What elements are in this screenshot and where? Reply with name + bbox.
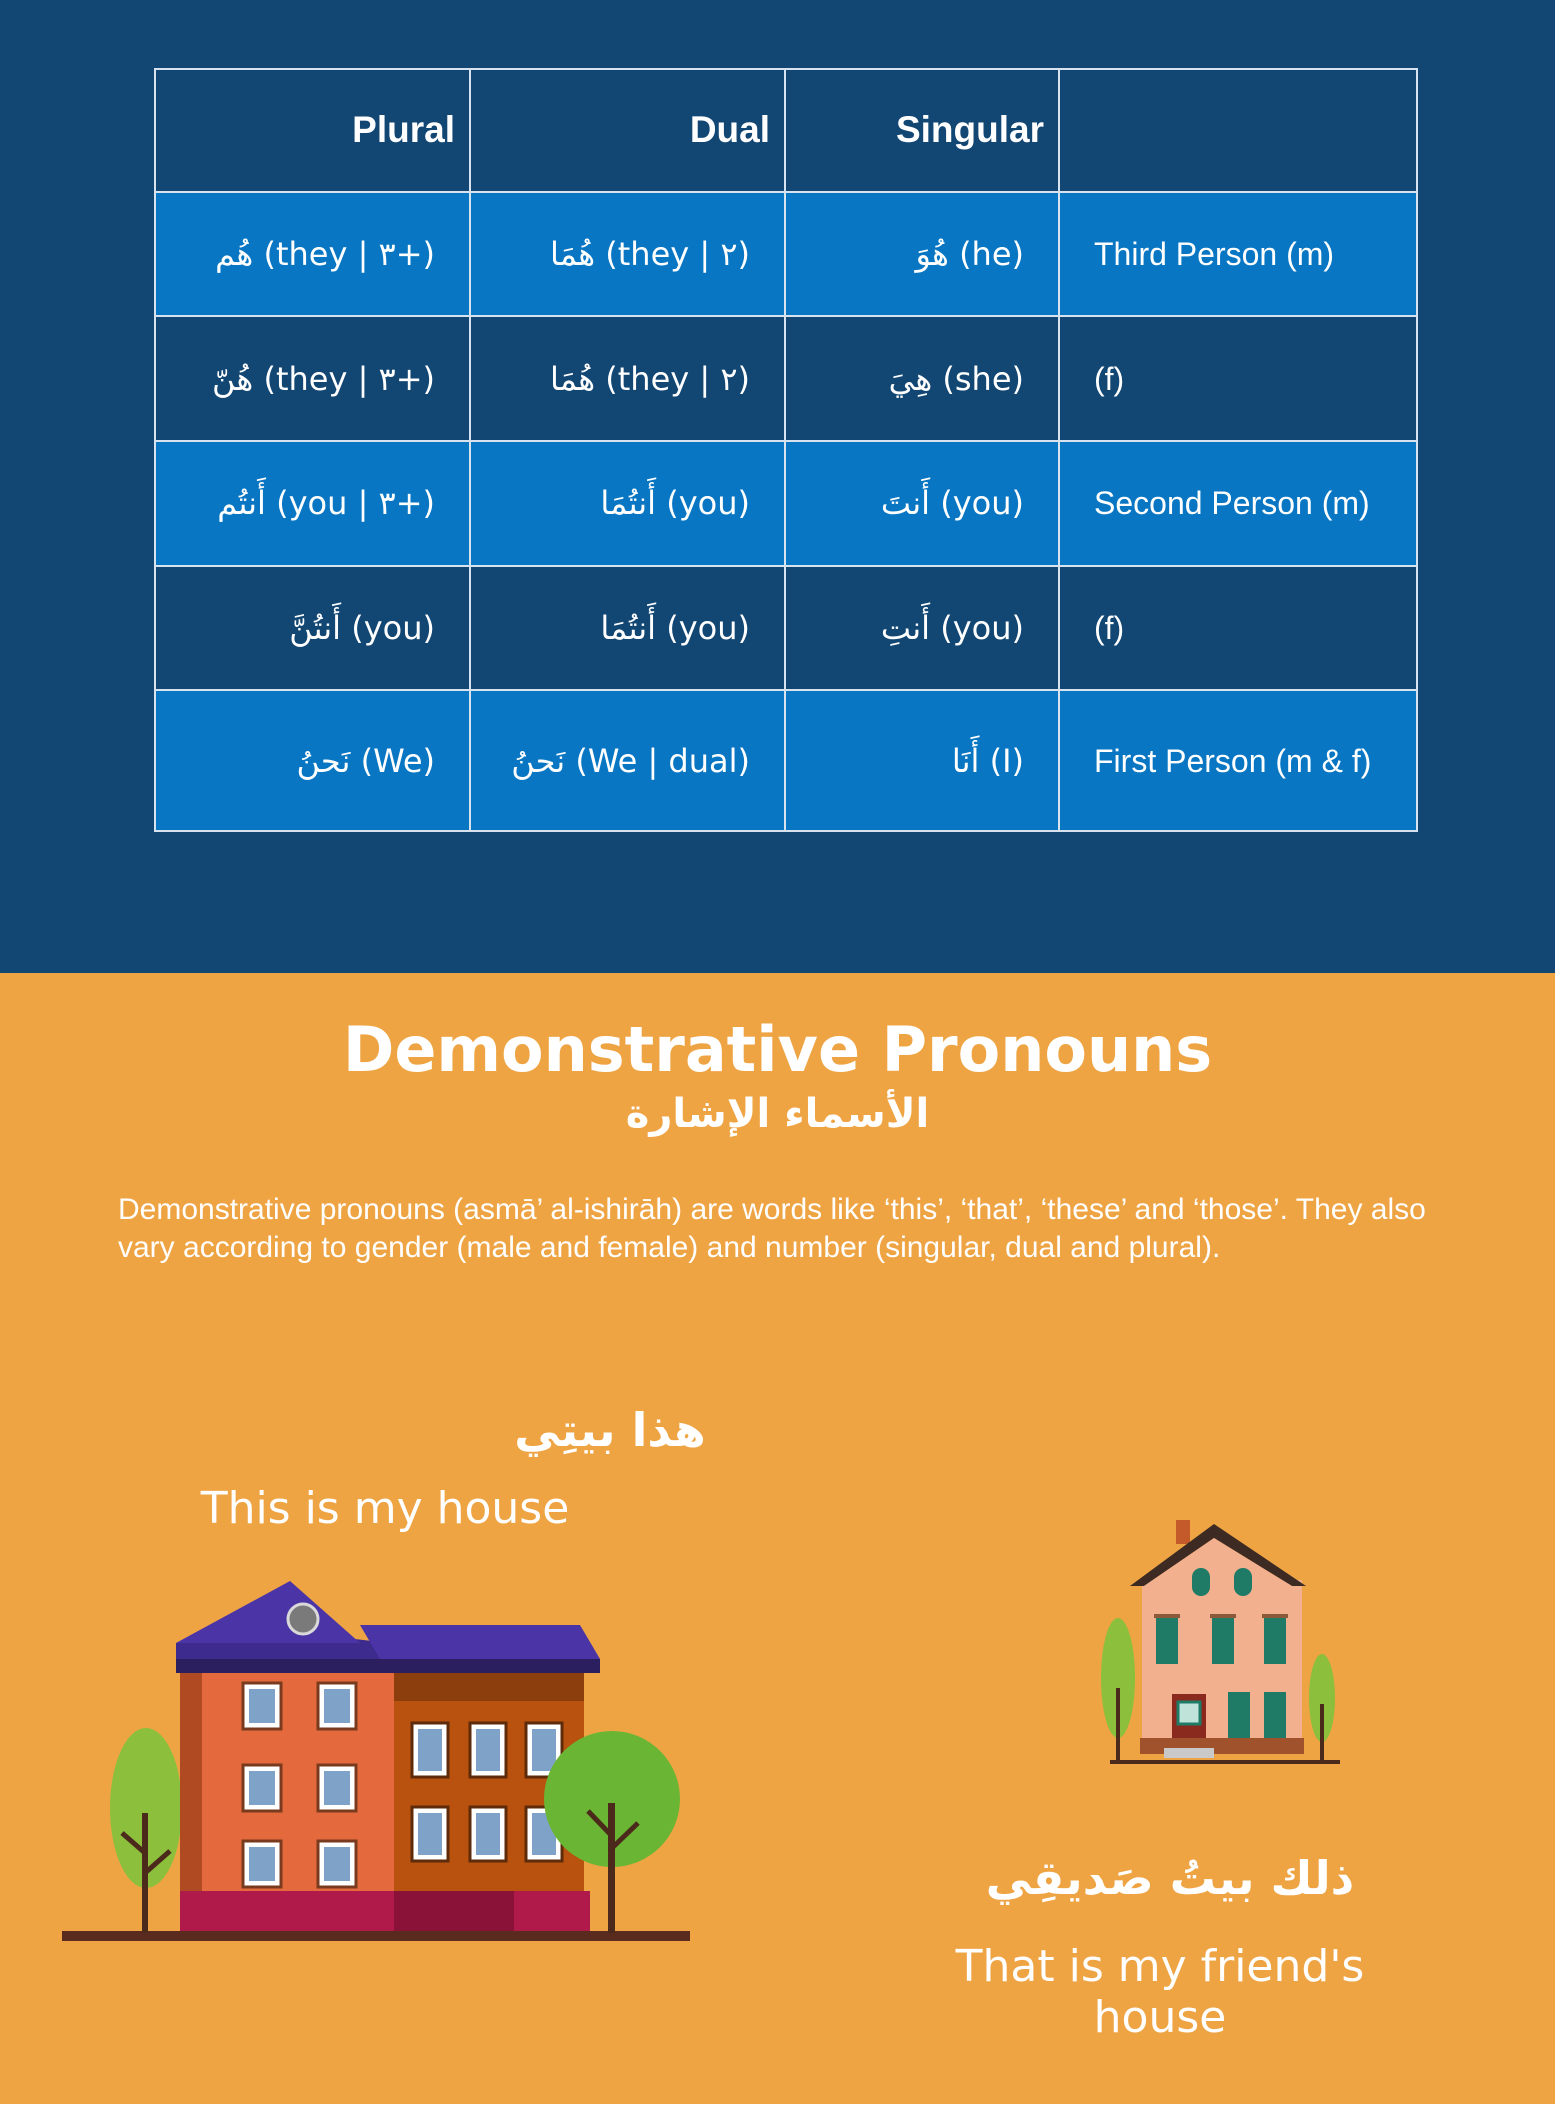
cell-plural: هُنّ (they | ٣+) xyxy=(155,316,470,441)
far-example-english: That is my friend's house xyxy=(955,1941,1365,2043)
header-dual: Dual xyxy=(470,69,785,192)
cell-person-label: (f) xyxy=(1059,316,1417,441)
pronoun-table-section xyxy=(0,0,1555,973)
header-plural: Plural xyxy=(155,69,470,192)
cell-plural: نَحنُ (We) xyxy=(155,690,470,831)
far-example-arabic: ذلك بيتُ صَديقِي xyxy=(985,1851,1355,1905)
table-row xyxy=(155,566,1417,691)
table-row xyxy=(155,316,1417,441)
cell-dual: هُمَا (they | ٢) xyxy=(470,192,785,317)
section-description: Demonstrative pronouns (asmā’ al-ishirāh) are words like ‘this’, ‘that’, ‘these’ and ‘those’. They also vary according to gender (male and female) and number (singular, dual and plural). xyxy=(118,1193,1426,1264)
near-example-arabic: هذا بيتِي xyxy=(514,1403,706,1457)
cell-singular: هُوَ (he) xyxy=(785,192,1059,317)
cell-person-label: First Person (m & f) xyxy=(1059,690,1417,831)
cell-singular: أَنَا (I) xyxy=(785,690,1059,831)
big-house-illustration xyxy=(60,1573,700,1943)
cell-singular: أَنتِ (you) xyxy=(785,566,1059,691)
cell-dual: أَنتُمَا (you) xyxy=(470,441,785,566)
cell-dual: هُمَا (they | ٢) xyxy=(470,316,785,441)
cell-singular: هِيَ (she) xyxy=(785,316,1059,441)
table-row xyxy=(155,192,1417,317)
cell-person-label: (f) xyxy=(1059,566,1417,691)
cell-person-label: Second Person (m) xyxy=(1059,441,1417,566)
cell-plural: أَنتُم (you | ٣+) xyxy=(155,441,470,566)
header-singular: Singular xyxy=(785,69,1059,192)
cell-plural: أَنتُنَّ (you) xyxy=(155,566,470,691)
cell-singular: أَنتَ (you) xyxy=(785,441,1059,566)
header-person xyxy=(1059,69,1417,192)
cell-dual: نَحنُ (We | dual) xyxy=(470,690,785,831)
section-subtitle-arabic: الأسماء الإشارة xyxy=(625,1091,930,1137)
cell-plural: هُم (they | ٣+) xyxy=(155,192,470,317)
table-header-row xyxy=(155,69,1417,192)
table-row xyxy=(155,690,1417,831)
personal-pronoun-table xyxy=(154,68,1418,832)
cell-person-label: Third Person (m) xyxy=(1059,192,1417,317)
demonstrative-section xyxy=(0,973,1555,2104)
small-house-illustration xyxy=(1100,1518,1350,1768)
table-row xyxy=(155,441,1417,566)
near-example-english: This is my house xyxy=(200,1483,570,1534)
section-title: Demonstrative Pronouns xyxy=(342,1013,1213,1086)
cell-dual: أَنتُمَا (you) xyxy=(470,566,785,691)
